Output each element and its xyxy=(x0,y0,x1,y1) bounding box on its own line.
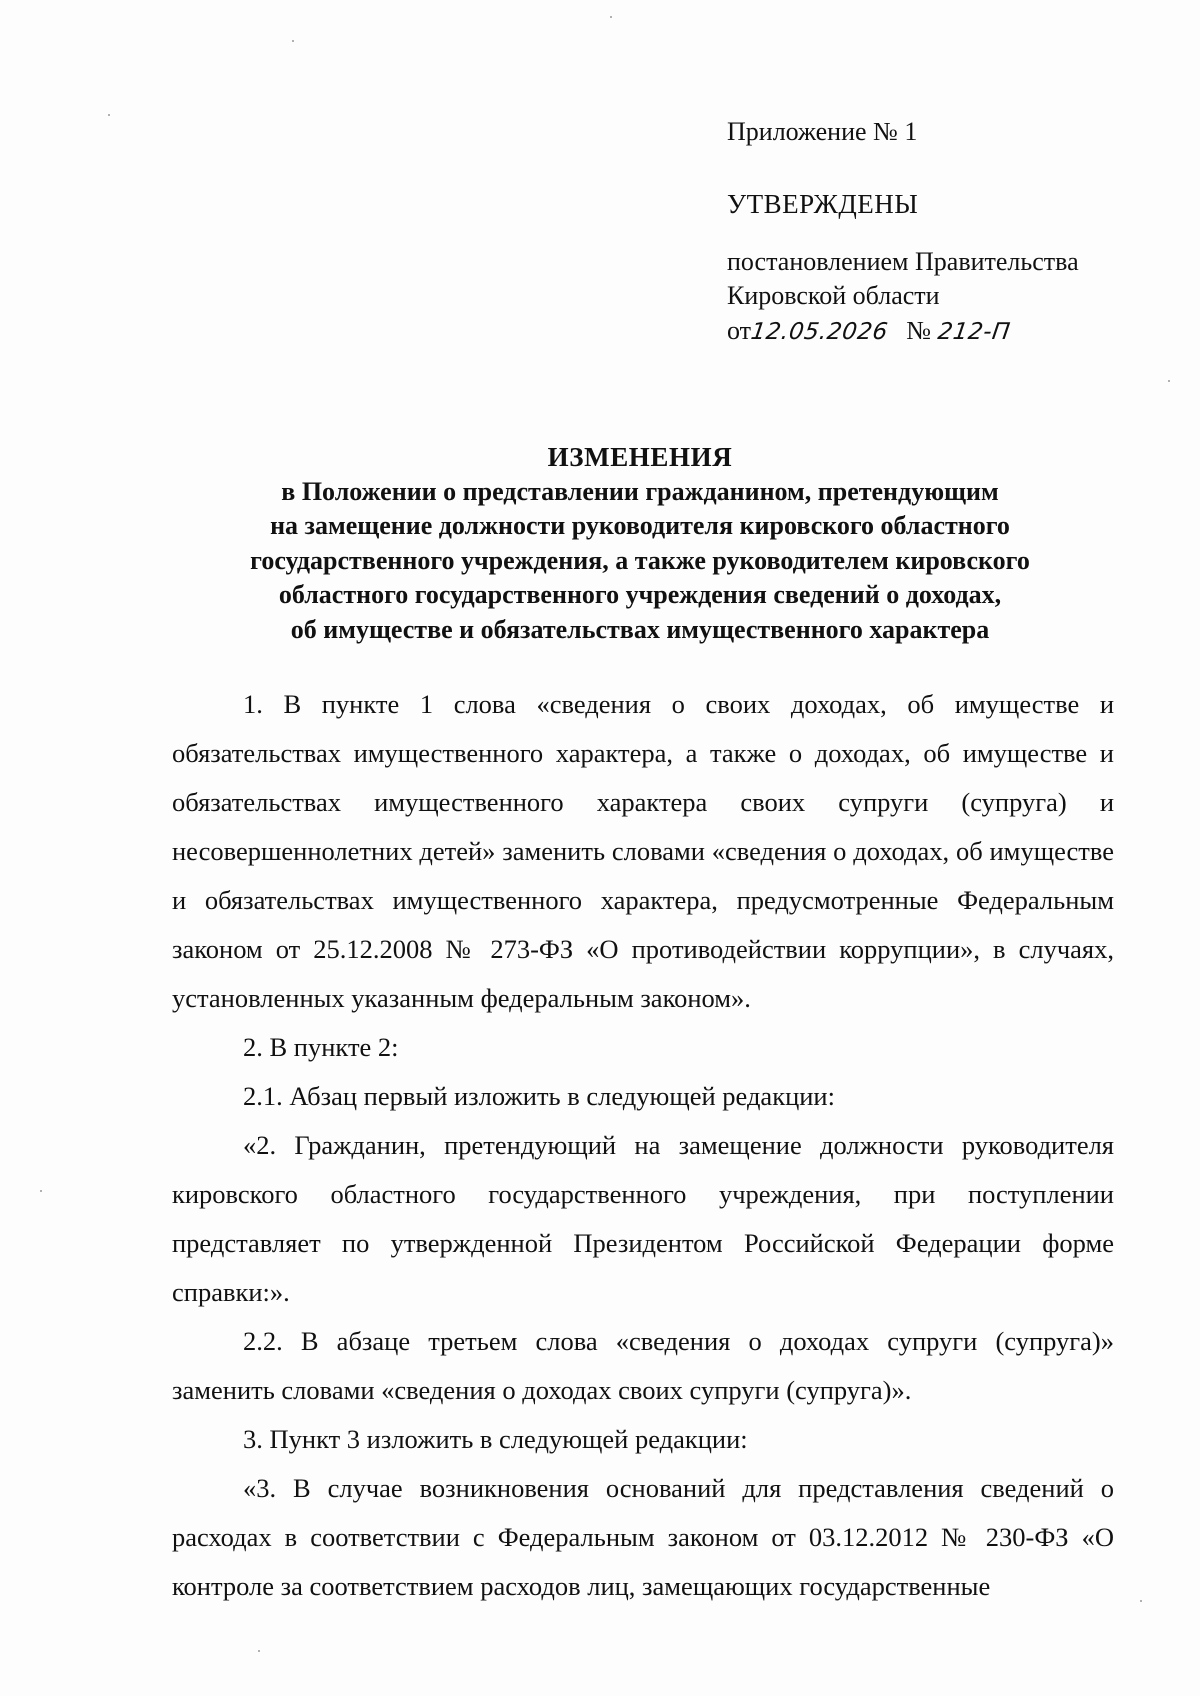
handwritten-date: 12.05.2026 xyxy=(749,319,890,345)
paragraph-3: 3. Пункт 3 изложить в следующей редакции: xyxy=(243,1424,748,1454)
scan-speck xyxy=(292,40,294,42)
title-line-1: в Положении о представлении гражданином, претендующим xyxy=(281,476,999,506)
scan-speck xyxy=(610,16,612,18)
title-heading: ИЗМЕНЕНИЯ xyxy=(547,442,733,472)
number-prefix: № xyxy=(906,316,932,345)
resolution-line-1: постановлением Правительства xyxy=(727,247,1079,276)
scan-speck xyxy=(40,1190,42,1192)
resolution-date-number xyxy=(727,313,1010,350)
title-line-3: государственного учреждения, а также руководителем кировского xyxy=(250,545,1030,575)
scan-speck xyxy=(258,1650,260,1652)
title-line-2: на замещение должности руководителя кировского областного xyxy=(270,511,1010,540)
resolution-line-2: Кировской области xyxy=(727,281,940,310)
paragraph-quote-3: «3. В случае возникновения оснований для представления сведений о расходах в соответствии с Федеральным законом от 03.12.2012 № 230-ФЗ «О контроле за соответствием расходов лиц, замещающих государственные xyxy=(172,1473,1114,1601)
scan-speck xyxy=(1168,380,1170,382)
approval-stamp-text: УТВЕРЖДЕНЫ xyxy=(727,189,919,219)
paragraph-2-2: 2.2. В абзаце третьем слова «сведения о доходах супруги (супруга)» заменить словами «сведения о доходах своих супруги (супруга)». xyxy=(172,1326,1114,1405)
scan-speck xyxy=(108,114,110,116)
document-title xyxy=(150,440,1130,647)
handwritten-number: 212-П xyxy=(935,319,1012,345)
paragraph-1: 1. В пункте 1 слова «сведения о своих доходах, об имуществе и обязательствах имущественного характера, а также о доходах, об имуществе и обязательствах имущественного характера своих супруги (супруга) и несовершеннолетних детей» заменить словами «сведения о доходах, об имуществе и обязательствах имущественного характера, предусмотренные Федеральным законом от 25.12.2008 № 273-ФЗ «О противодействии коррупции», в случаях, установленных указанным федеральным законом». xyxy=(172,689,1114,1013)
paragraph-2-1: 2.1. Абзац первый изложить в следующей редакции: xyxy=(243,1081,835,1111)
title-line-4: областного государственного учреждения сведений о доходах, xyxy=(278,580,1002,609)
date-prefix: от xyxy=(727,316,752,345)
scan-speck xyxy=(1140,1600,1142,1602)
paragraph-quote-2: «2. Гражданин, претендующий на замещение должности руководителя кировского областного государственного учреждения, при поступлении представляет по утвержденной Президентом Российской Федерации форме справки:». xyxy=(172,1130,1114,1307)
paragraph-2: 2. В пункте 2: xyxy=(243,1032,399,1062)
title-line-5: об имуществе и обязательствах имущественного характера xyxy=(290,614,990,644)
document-body xyxy=(172,680,1114,1611)
annex-number: Приложение № 1 xyxy=(727,117,918,146)
